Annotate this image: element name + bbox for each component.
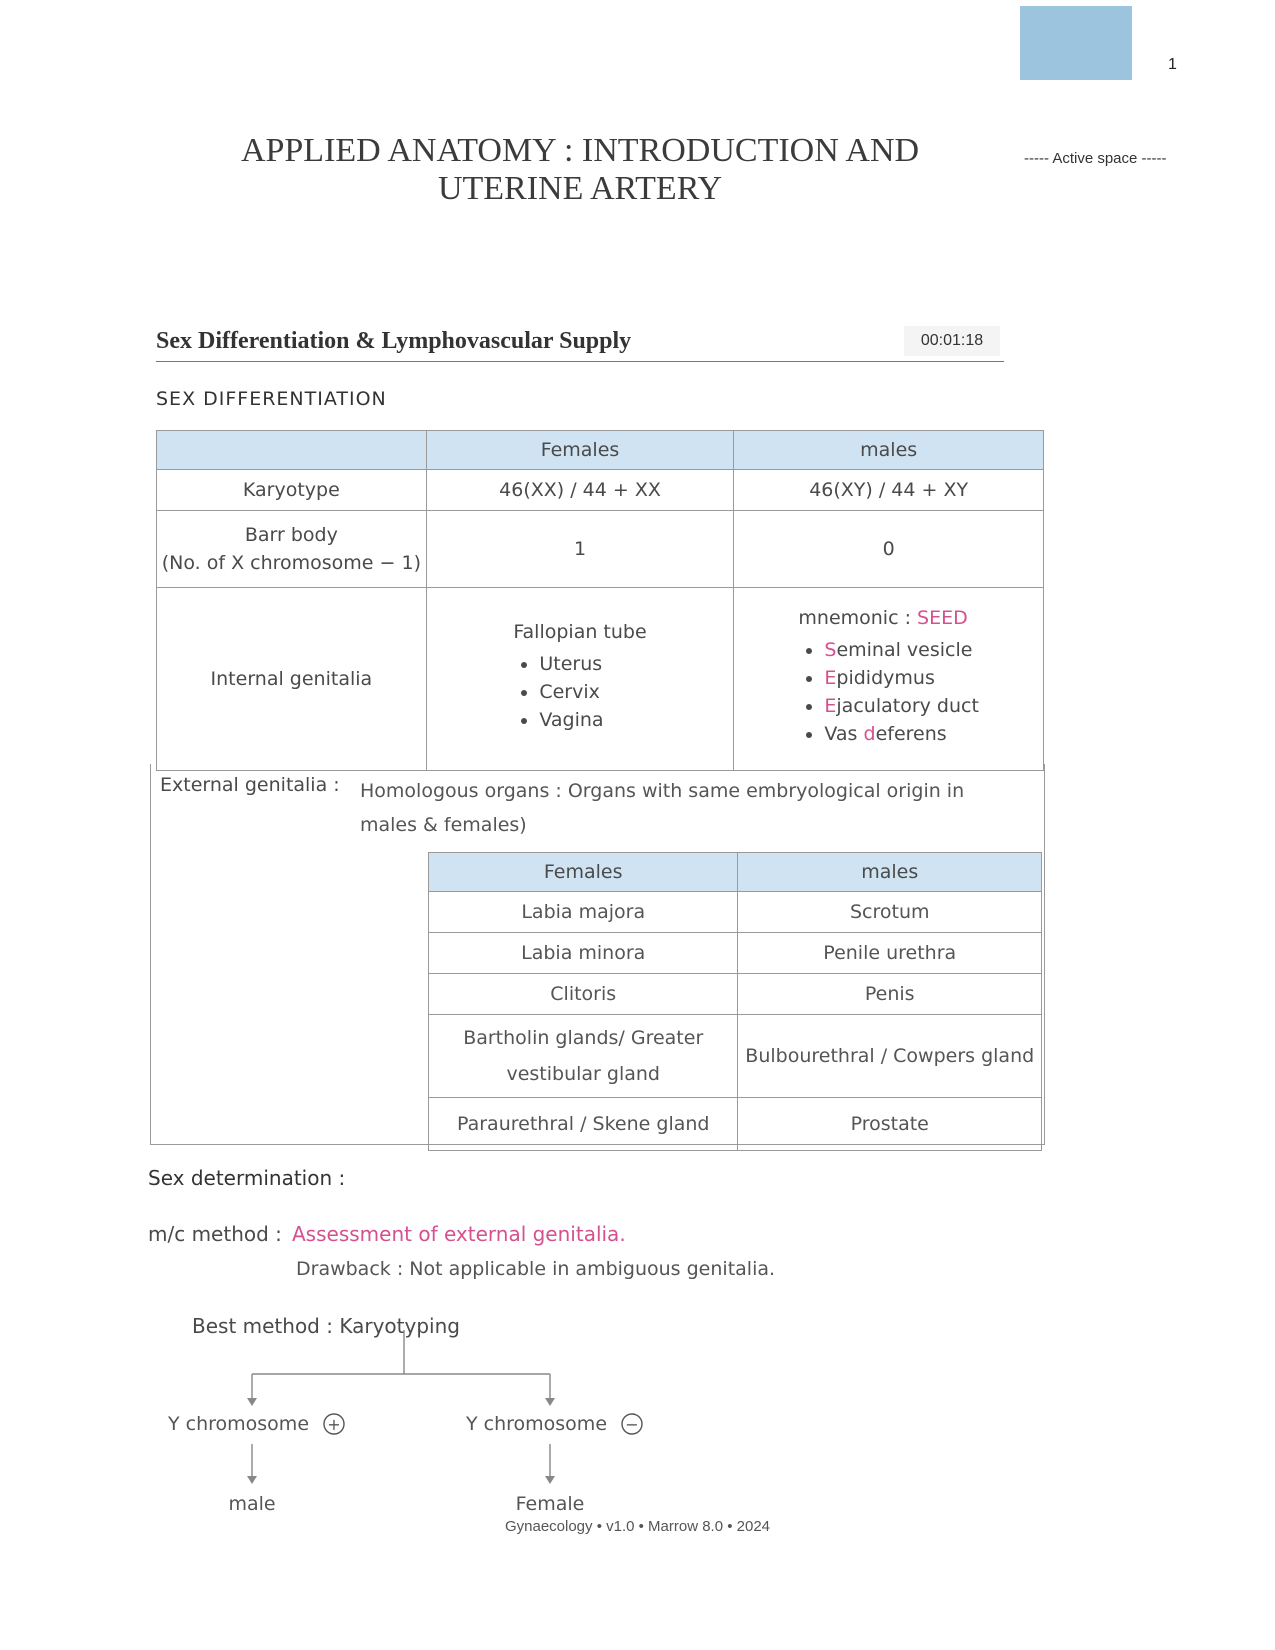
right-branch-sign: − bbox=[625, 1415, 639, 1434]
list-item: • Cervix bbox=[539, 681, 646, 703]
drawback-note: Drawback : Not applicable in ambiguous genitalia. bbox=[296, 1258, 776, 1280]
barr-body-label-line1: Barr body bbox=[244, 524, 338, 546]
left-result-male: male bbox=[228, 1493, 276, 1515]
external-genitalia-label: External genitalia : bbox=[160, 774, 340, 796]
best-method-value: Karyotyping bbox=[339, 1314, 460, 1338]
list-item-text: Vas bbox=[824, 723, 864, 745]
header-females: Females bbox=[426, 431, 734, 470]
mnemonic-letter: S bbox=[824, 639, 837, 661]
male-organ: Prostate bbox=[738, 1098, 1042, 1151]
active-space-label: ----- Active space ----- bbox=[1024, 150, 1167, 167]
barr-body-label-line2: (No. of X chromosome − 1) bbox=[161, 552, 421, 574]
arrow-down-icon bbox=[545, 1398, 555, 1406]
list-item: • Uterus bbox=[539, 653, 646, 675]
fallopian-tube-caption: Fallopian tube bbox=[513, 621, 647, 643]
male-organ: Bulbourethral / Cowpers gland bbox=[738, 1015, 1042, 1098]
homologous-organs-note: Homologous organs : Organs with same embryological origin in males & females) bbox=[360, 780, 965, 836]
page-title: APPLIED ANATOMY : INTRODUCTION AND UTERINE ARTERY bbox=[240, 132, 920, 207]
male-organ: Scrotum bbox=[738, 892, 1042, 933]
arrow-heads bbox=[247, 1398, 555, 1484]
page-footer: Gynaecology • v1.0 • Marrow 8.0 • 2024 bbox=[504, 1518, 771, 1535]
left-branch-label: Y chromosome bbox=[168, 1413, 310, 1435]
karyotype-label: Karyotype bbox=[157, 470, 427, 511]
arrow-down-icon bbox=[247, 1398, 257, 1406]
karyotype-female: 46(XX) / 44 + XX bbox=[426, 470, 734, 511]
female-organ: Bartholin glands/ Greater vestibular gland bbox=[429, 1015, 738, 1098]
female-organ: Clitoris bbox=[429, 974, 738, 1015]
mnemonic-word: SEED bbox=[917, 607, 968, 629]
right-result-female: Female bbox=[515, 1493, 585, 1515]
mnemonic-letter: E bbox=[824, 667, 837, 689]
arrow-down-icon bbox=[545, 1476, 555, 1484]
section-title: Sex Differentiation & Lymphovascular Supply bbox=[156, 328, 632, 354]
female-organ: Labia minora bbox=[429, 933, 738, 974]
list-item: • Vagina bbox=[539, 709, 646, 731]
male-organ: Penile urethra bbox=[738, 933, 1042, 974]
mnemonic-letter: E bbox=[824, 695, 837, 717]
mnemonic-letter: d bbox=[863, 723, 876, 745]
male-organ: Penis bbox=[738, 974, 1042, 1015]
sex-differentiation-heading: SEX DIFFERENTIATION bbox=[156, 388, 387, 410]
mnemonic-label: mnemonic : bbox=[798, 607, 918, 629]
mc-method-value: Assessment of external genitalia. bbox=[292, 1222, 626, 1246]
list-item-text: eminal vesicle bbox=[836, 639, 973, 661]
list-item-text: eferens bbox=[875, 723, 947, 745]
list-item-text: pididymus bbox=[836, 667, 935, 689]
page-number: 1 bbox=[1168, 56, 1177, 73]
list-item-text: jaculatory duct bbox=[836, 695, 979, 717]
video-timestamp[interactable]: 00:01:18 bbox=[904, 326, 1000, 356]
right-branch-label: Y chromosome bbox=[466, 1413, 608, 1435]
internal-genitalia-label: Internal genitalia bbox=[157, 588, 427, 771]
best-method-label: Best method : bbox=[192, 1314, 340, 1338]
header-males: males bbox=[738, 853, 1042, 892]
mc-method-label: m/c method : bbox=[148, 1222, 282, 1246]
sex-determination-heading: Sex determination : bbox=[148, 1166, 346, 1190]
left-branch-sign: + bbox=[327, 1415, 341, 1434]
barr-body-male: 0 bbox=[734, 511, 1044, 588]
female-organ: Labia majora bbox=[429, 892, 738, 933]
female-organ: Paraurethral / Skene gland bbox=[429, 1098, 738, 1151]
karyotype-male: 46(XY) / 44 + XY bbox=[734, 470, 1044, 511]
header-females: Females bbox=[429, 853, 738, 892]
header-males: males bbox=[734, 431, 1044, 470]
barr-body-female: 1 bbox=[426, 511, 734, 588]
arrow-down-icon bbox=[247, 1476, 257, 1484]
